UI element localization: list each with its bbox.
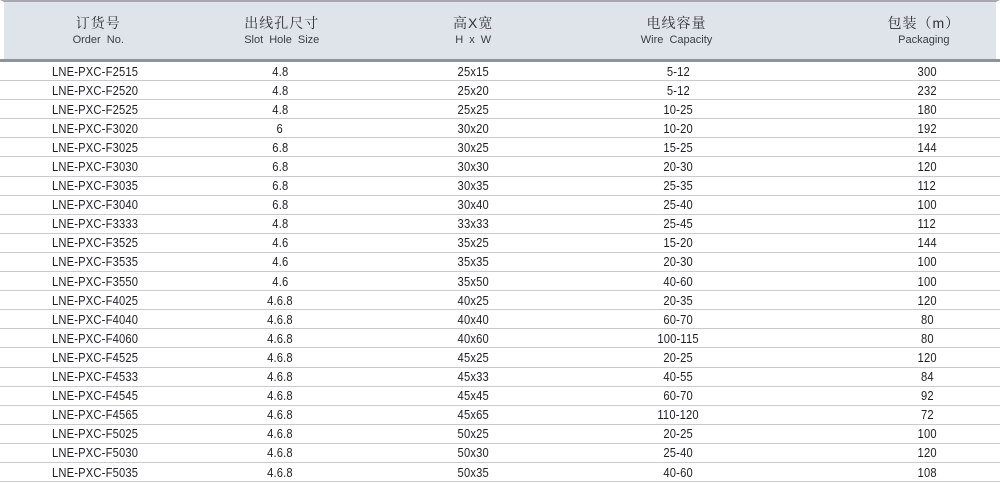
cell-packaging: 120 [917, 159, 937, 175]
cell-order-no: LNE-PXC-F4525 [51, 349, 139, 365]
cell-order-no: LNE-PXC-F3040 [51, 197, 139, 213]
cell-packaging: 72 [920, 407, 934, 423]
table-row [0, 138, 1000, 157]
cell-packaging: 120 [917, 292, 937, 308]
cell-height-width: 25x20 [457, 82, 489, 98]
cell-wire-capacity: 25-35 [663, 178, 693, 194]
cell-height-width: 40x25 [457, 292, 489, 308]
header-en-slot-hole-size: Slot Hole Size [244, 33, 320, 46]
cell-order-no: LNE-PXC-F5025 [51, 426, 139, 442]
table-row [0, 62, 1000, 81]
cell-packaging: 84 [920, 369, 934, 385]
cell-height-width: 45x45 [457, 388, 489, 404]
table-row [0, 81, 1000, 100]
cell-slot-hole-size: 4.6.8 [267, 349, 293, 365]
cell-slot-hole-size: 4.6.8 [267, 292, 293, 308]
cell-wire-capacity: 5-12 [666, 82, 690, 98]
cell-order-no: LNE-PXC-F4040 [51, 311, 139, 327]
header-en-height-width: H x W [455, 33, 492, 46]
table-body [0, 62, 1000, 482]
header-zh-height-width: 高X宽 [453, 14, 494, 31]
cell-wire-capacity: 40-55 [663, 369, 693, 385]
cell-order-no: LNE-PXC-F4545 [51, 388, 139, 404]
header-col-height-width [371, 2, 575, 59]
cell-slot-hole-size: 6.8 [271, 178, 289, 194]
cell-height-width: 45x25 [457, 349, 489, 365]
cell-wire-capacity: 20-30 [663, 254, 693, 270]
cell-order-no: LNE-PXC-F3025 [51, 139, 139, 155]
cell-wire-capacity: 40-60 [663, 273, 693, 289]
cell-wire-capacity: 25-40 [663, 445, 693, 461]
table-row [0, 329, 1000, 348]
cell-order-no: LNE-PXC-F3550 [51, 273, 139, 289]
cell-order-no: LNE-PXC-F2520 [51, 82, 139, 98]
cell-slot-hole-size: 6 [276, 120, 284, 136]
cell-wire-capacity: 20-30 [663, 159, 693, 175]
table-row [0, 196, 1000, 215]
cell-slot-hole-size: 4.8 [271, 82, 289, 98]
cell-height-width: 40x40 [457, 311, 489, 327]
cell-wire-capacity: 20-25 [663, 349, 693, 365]
cell-wire-capacity: 5-12 [666, 63, 690, 79]
cell-packaging: 100 [917, 273, 937, 289]
cell-order-no: LNE-PXC-F2515 [51, 63, 139, 79]
header-en-order-no: Order No. [72, 33, 124, 46]
cell-height-width: 50x25 [457, 426, 489, 442]
cell-height-width: 50x30 [457, 445, 489, 461]
cell-height-width: 45x33 [457, 369, 489, 385]
header-zh-packaging: 包装（m） [887, 14, 961, 31]
header-zh-slot-hole-size: 出线孔尺寸 [244, 14, 320, 31]
cell-slot-hole-size: 4.8 [271, 216, 289, 232]
cell-height-width: 30x40 [457, 197, 489, 213]
cell-order-no: LNE-PXC-F3030 [51, 159, 139, 175]
cell-wire-capacity: 10-25 [663, 101, 693, 117]
table-row [0, 444, 1000, 463]
cell-packaging: 144 [917, 139, 937, 155]
table-row [0, 177, 1000, 196]
cell-slot-hole-size: 4.6.8 [267, 445, 293, 461]
cell-height-width: 30x20 [457, 120, 489, 136]
cell-packaging: 300 [917, 63, 937, 79]
cell-slot-hole-size: 4.6.8 [267, 330, 293, 346]
cell-packaging: 180 [917, 101, 937, 117]
cell-height-width: 30x30 [457, 159, 489, 175]
cell-packaging: 100 [917, 426, 937, 442]
cell-slot-hole-size: 6.8 [271, 197, 289, 213]
cell-packaging: 112 [917, 178, 937, 194]
cell-wire-capacity: 20-25 [663, 426, 693, 442]
header-col-slot-hole-size [192, 2, 371, 59]
cell-order-no: LNE-PXC-F4565 [51, 407, 139, 423]
cell-height-width: 40x60 [457, 330, 489, 346]
cell-wire-capacity: 15-20 [663, 235, 693, 251]
cell-packaging: 120 [917, 349, 937, 365]
header-en-wire-capacity: Wire Capacity [640, 33, 713, 46]
header-col-packaging [778, 2, 996, 59]
cell-height-width: 35x50 [457, 273, 489, 289]
cell-height-width: 30x25 [457, 139, 489, 155]
table-row [0, 253, 1000, 272]
cell-wire-capacity: 25-40 [663, 197, 693, 213]
table-row [0, 291, 1000, 310]
header-en-packaging: Packaging [898, 33, 950, 46]
table-row [0, 310, 1000, 329]
cell-order-no: LNE-PXC-F4025 [51, 292, 139, 308]
table-row [0, 368, 1000, 387]
table-row [0, 215, 1000, 234]
cell-order-no: LNE-PXC-F3020 [51, 120, 139, 136]
cell-order-no: LNE-PXC-F3333 [51, 216, 139, 232]
header-zh-wire-capacity: 电线容量 [646, 14, 707, 31]
table-row [0, 119, 1000, 138]
cell-slot-hole-size: 4.6 [271, 235, 289, 251]
cell-height-width: 30x35 [457, 178, 489, 194]
cell-slot-hole-size: 4.6.8 [267, 388, 293, 404]
table-row [0, 157, 1000, 176]
table-row [0, 234, 1000, 253]
cell-order-no: LNE-PXC-F4533 [51, 369, 139, 385]
cell-slot-hole-size: 4.8 [271, 101, 289, 117]
cell-packaging: 100 [917, 197, 937, 213]
table-row [0, 348, 1000, 367]
cell-height-width: 25x25 [457, 101, 489, 117]
cell-packaging: 232 [917, 82, 937, 98]
cell-slot-hole-size: 6.8 [271, 159, 289, 175]
cell-order-no: LNE-PXC-F5030 [51, 445, 139, 461]
cell-slot-hole-size: 4.6.8 [267, 311, 293, 327]
cell-order-no: LNE-PXC-F3035 [51, 178, 139, 194]
cell-packaging: 100 [917, 254, 937, 270]
cell-wire-capacity: 15-25 [663, 139, 693, 155]
table-row [0, 100, 1000, 119]
table-row [0, 406, 1000, 425]
cell-wire-capacity: 110-120 [657, 407, 699, 423]
cell-height-width: 33x33 [457, 216, 489, 232]
cell-order-no: LNE-PXC-F4060 [51, 330, 139, 346]
table-header [0, 0, 1000, 59]
cell-wire-capacity: 25-45 [663, 216, 693, 232]
cell-packaging: 108 [917, 464, 937, 480]
cell-wire-capacity: 60-70 [663, 388, 693, 404]
cell-slot-hole-size: 4.6.8 [267, 426, 293, 442]
cell-packaging: 92 [920, 388, 934, 404]
cell-packaging: 120 [917, 445, 937, 461]
cell-packaging: 144 [917, 235, 937, 251]
cell-packaging: 80 [920, 330, 934, 346]
table-row [0, 272, 1000, 291]
cell-slot-hole-size: 4.6.8 [267, 464, 293, 480]
cell-slot-hole-size: 4.6.8 [267, 369, 293, 385]
cell-slot-hole-size: 4.6 [271, 273, 289, 289]
cell-packaging: 192 [917, 120, 937, 136]
cell-slot-hole-size: 4.6.8 [267, 407, 293, 423]
cell-wire-capacity: 20-35 [663, 292, 693, 308]
table-row [0, 387, 1000, 406]
header-col-wire-capacity [575, 2, 777, 59]
cell-wire-capacity: 60-70 [663, 311, 693, 327]
cell-wire-capacity: 40-60 [663, 464, 693, 480]
cell-slot-hole-size: 4.6 [271, 254, 289, 270]
header-zh-order-no: 订货号 [75, 14, 121, 31]
cell-packaging: 112 [917, 216, 937, 232]
table-row [0, 425, 1000, 444]
header-col-order-no [4, 2, 192, 59]
cell-height-width: 25x15 [457, 63, 489, 79]
cell-wire-capacity: 10-20 [663, 120, 693, 136]
cell-packaging: 80 [920, 311, 934, 327]
cell-order-no: LNE-PXC-F2525 [51, 101, 139, 117]
cell-height-width: 35x25 [457, 235, 489, 251]
cell-order-no: LNE-PXC-F3535 [51, 254, 139, 270]
cell-height-width: 50x35 [457, 464, 489, 480]
cell-height-width: 35x35 [457, 254, 489, 270]
cell-order-no: LNE-PXC-F5035 [51, 464, 139, 480]
table-row [0, 463, 1000, 482]
cell-order-no: LNE-PXC-F3525 [51, 235, 139, 251]
cell-height-width: 45x65 [457, 407, 489, 423]
cell-slot-hole-size: 4.8 [271, 63, 289, 79]
cell-slot-hole-size: 6.8 [271, 139, 289, 155]
cell-wire-capacity: 100-115 [657, 330, 699, 346]
